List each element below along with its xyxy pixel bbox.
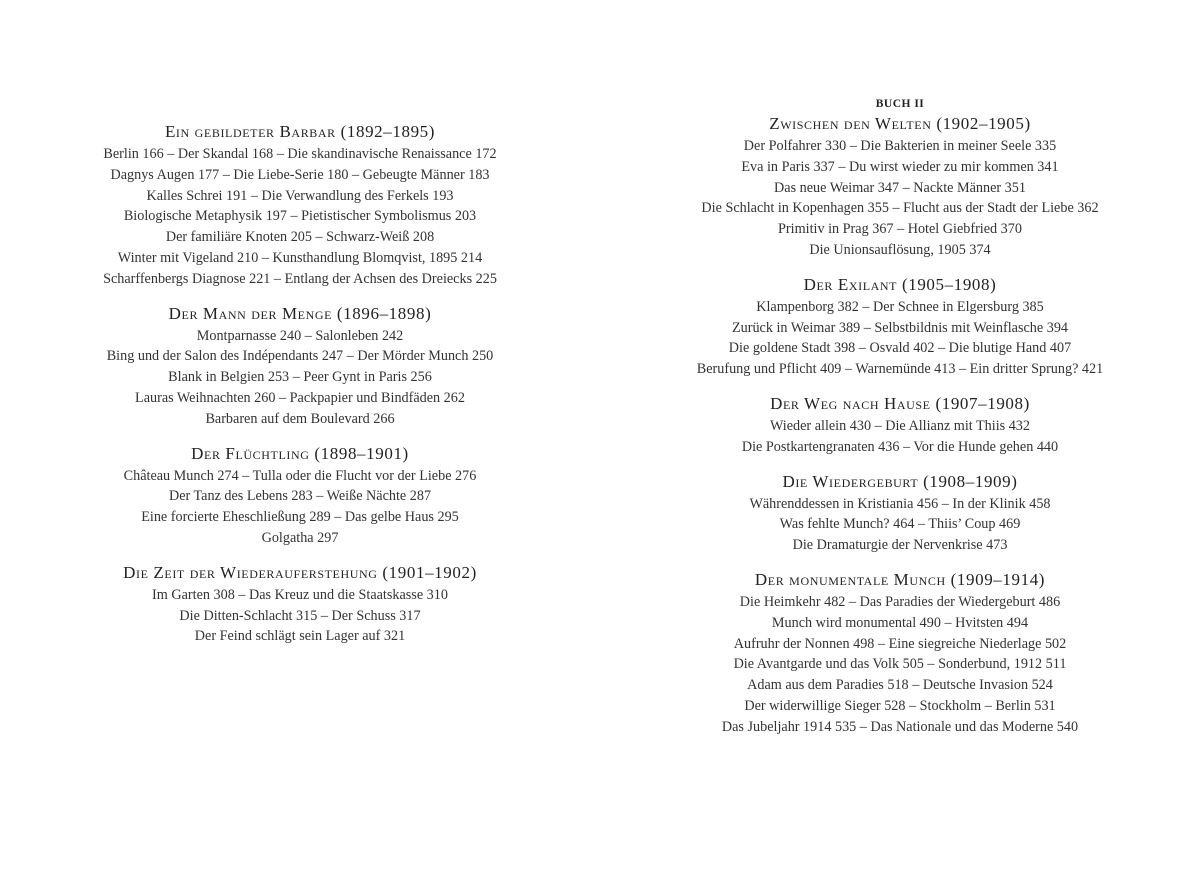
toc-entry: Primitiv in Prag 367 – Hotel Giebfried 370: [778, 221, 1022, 238]
toc-entry: Berufung und Pflicht 409 – Warnemünde 413 – Ein dritter Sprung? 421: [696, 361, 1104, 378]
chapter-section: [0, 442, 600, 549]
toc-entry: Die Dramaturgie der Nervenkrise 473: [792, 537, 1008, 554]
chapter-title: Der Weg nach Hause (1907–1908): [770, 393, 1030, 413]
chapter-title: Der Flüchtling (1898–1901): [191, 443, 409, 463]
chapter-title: Die Wiedergeburt (1908–1909): [782, 471, 1018, 491]
toc-entry: Scharffenbergs Diagnose 221 – Entlang der Achsen des Dreiecks 225: [103, 270, 497, 287]
chapter-title: Zwischen den Welten (1902–1905): [769, 114, 1031, 133]
right-page: [600, 0, 1200, 888]
chapter-title: Ein gebildeter Barbar (1892–1895): [164, 122, 436, 141]
chapter-section: [600, 392, 1200, 458]
toc-entry: Die Ditten-Schlacht 315 – Der Schuss 317: [179, 607, 421, 624]
chapter-section: [600, 273, 1200, 380]
toc-entry: Golgatha 297: [261, 529, 339, 546]
toc-entry: Die goldene Stadt 398 – Osvald 402 – Die blutige Hand 407: [728, 340, 1072, 357]
toc-entry: Eva in Paris 337 – Du wirst wieder zu mir kommen 341: [741, 158, 1059, 175]
toc-entry: Aufruhr der Nonnen 498 – Eine siegreiche Niederlage 502: [733, 635, 1067, 652]
chapter-title: Der Mann der Menge (1896–1898): [168, 303, 432, 323]
toc-entry: Montparnasse 240 – Salonleben 242: [196, 327, 404, 344]
toc-entry: Adam aus dem Paradies 518 – Deutsche Invasion 524: [747, 677, 1053, 694]
toc-entry: Die Schlacht in Kopenhagen 355 – Flucht aus der Stadt der Liebe 362: [701, 200, 1099, 217]
toc-entry: Winter mit Vigeland 210 – Kunsthandlung Blomqvist, 1895 214: [117, 249, 483, 266]
toc-entry: Lauras Weihnachten 260 – Packpapier und Bindfäden 262: [135, 389, 465, 406]
toc-entry: Die Postkartengranaten 436 – Vor die Hunde gehen 440: [741, 438, 1059, 455]
toc-entry: Munch wird monumental 490 – Hvitsten 494: [771, 614, 1029, 631]
toc-entry: Dagnys Augen 177 – Die Liebe-Serie 180 – Gebeugte Männer 183: [110, 166, 490, 183]
toc-entry: Zurück in Weimar 389 – Selbstbildnis mit Weinflasche 394: [731, 319, 1069, 336]
toc-entry: Die Unionsauflösung, 1905 374: [809, 241, 991, 258]
toc-entry: Das neue Weimar 347 – Nackte Männer 351: [774, 179, 1026, 196]
toc-entry: Die Avantgarde und das Volk 505 – Sonderbund, 1912 511: [733, 656, 1067, 673]
toc-entry: Wieder allein 430 – Die Allianz mit Thiis 432: [769, 417, 1030, 434]
left-toc-column: [0, 120, 600, 659]
chapter-title: Der Exilant (1905–1908): [803, 274, 997, 294]
toc-entry: Berlin 166 – Der Skandal 168 – Die skandinavische Renaissance 172: [103, 146, 497, 162]
toc-entry: Währenddessen in Kristiania 456 – In der Klinik 458: [749, 495, 1051, 512]
toc-entry: Klampenborg 382 – Der Schnee in Elgersburg 385: [756, 298, 1044, 315]
toc-entry: Der widerwillige Sieger 528 – Stockholm – Berlin 531: [744, 697, 1056, 714]
toc-entry: Der Tanz des Lebens 283 – Weiße Nächte 287: [168, 488, 432, 505]
toc-entry: Eine forcierte Eheschließung 289 – Das gelbe Haus 295: [141, 509, 459, 526]
toc-entry: Das Jubeljahr 1914 535 – Das Nationale und das Moderne 540: [721, 718, 1079, 735]
chapter-section: [0, 302, 600, 430]
chapter-section: [600, 568, 1200, 738]
chapter-title: Der monumentale Munch (1909–1914): [754, 569, 1046, 589]
toc-entry: Was fehlte Munch? 464 – Thiis’ Coup 469: [779, 516, 1021, 533]
toc-entry: Blank in Belgien 253 – Peer Gynt in Paris 256: [168, 369, 432, 386]
toc-entry: Der familiäre Knoten 205 – Schwarz-Weiß 208: [165, 229, 435, 246]
toc-entry: Biologische Metaphysik 197 – Pietistischer Symbolismus 203: [123, 208, 477, 225]
toc-entry: Kalles Schrei 191 – Die Verwandlung des Ferkels 193: [146, 187, 454, 204]
toc-entry: Die Heimkehr 482 – Das Paradies der Wiedergeburt 486: [739, 593, 1061, 610]
toc-entry: Der Feind schlägt sein Lager auf 321: [194, 628, 406, 645]
toc-entry: Bing und der Salon des Indépendants 247 – Der Mörder Munch 250: [106, 348, 494, 365]
right-toc-column: [600, 98, 1200, 750]
toc-entry: Barbaren auf dem Boulevard 266: [205, 410, 395, 427]
chapter-title: Die Zeit der Wiederauferstehung (1901–1902): [123, 562, 477, 582]
chapter-section: [600, 112, 1200, 261]
book-label: BUCH II: [875, 98, 925, 110]
toc-entry: Der Polfahrer 330 – Die Bakterien in meiner Seele 335: [743, 138, 1057, 154]
chapter-section: [0, 120, 600, 290]
chapter-section: [0, 561, 600, 647]
toc-entry: Château Munch 274 – Tulla oder die Flucht vor der Liebe 276: [123, 467, 477, 484]
toc-entry: Im Garten 308 – Das Kreuz und die Staatskasse 310: [152, 586, 448, 603]
chapter-section: [600, 470, 1200, 556]
